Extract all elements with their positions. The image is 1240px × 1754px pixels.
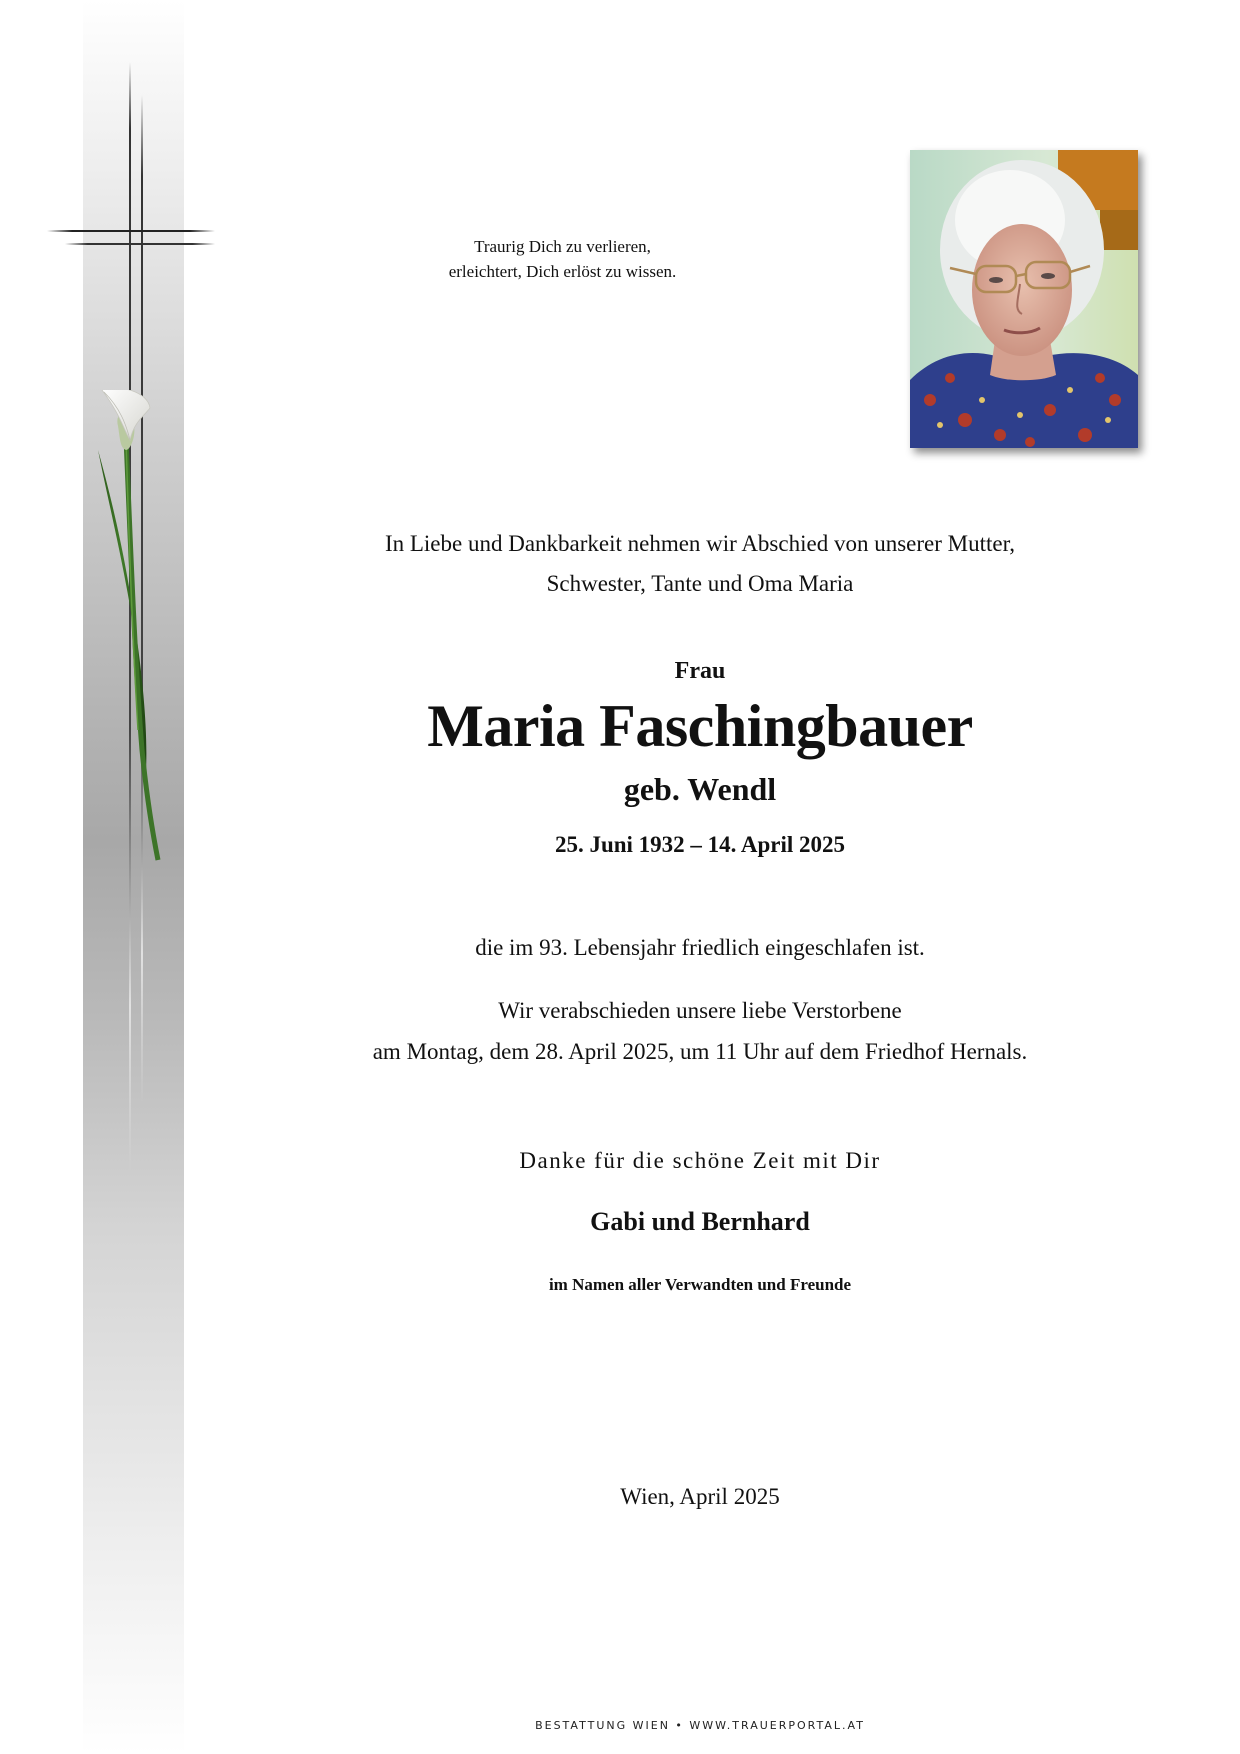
thanks-text: Danke für die schöne Zeit mit Dir — [519, 1148, 881, 1173]
intro-line-2: Schwester, Tante und Oma Maria — [546, 571, 854, 596]
funeral-line-1: Wir verabschieden unsere liebe Verstorbene — [498, 998, 902, 1023]
funeral-line-2: am Montag, dem 28. April 2025, um 11 Uhr auf dem Friedhof Hernals. — [372, 1039, 1028, 1064]
deceased-title: Frau — [674, 658, 726, 684]
intro-text — [300, 524, 1100, 604]
motto-line-2: erleichtert, Dich erlöst zu wissen. — [448, 262, 677, 281]
motto-line-1: Traurig Dich zu verlieren, — [474, 237, 651, 256]
relatives-text: im Namen aller Verwandten und Freunde — [548, 1275, 852, 1294]
decorative-band — [83, 0, 184, 1754]
portrait-photo — [910, 150, 1138, 448]
life-dates: 25. Juni 1932 – 14. April 2025 — [554, 832, 846, 857]
age-text: die im 93. Lebensjahr friedlich eingeschlafen ist. — [475, 935, 925, 960]
funeral-info — [300, 990, 1100, 1072]
place-date: Wien, April 2025 — [620, 1484, 780, 1509]
motto — [380, 234, 745, 284]
calla-lily-icon — [90, 390, 180, 870]
cross-horizontal-line-2 — [65, 243, 215, 245]
footer-brand: BESTATTUNG WIEN • WWW.TRAUERPORTAL.AT — [535, 1719, 865, 1732]
deceased-name: Maria Faschingbauer — [427, 693, 973, 759]
mourners: Gabi und Bernhard — [590, 1207, 810, 1236]
birth-name: geb. Wendl — [623, 771, 777, 807]
cross-horizontal-line — [47, 230, 215, 232]
intro-line-1: In Liebe und Dankbarkeit nehmen wir Abschied von unserer Mutter, — [384, 531, 1016, 556]
